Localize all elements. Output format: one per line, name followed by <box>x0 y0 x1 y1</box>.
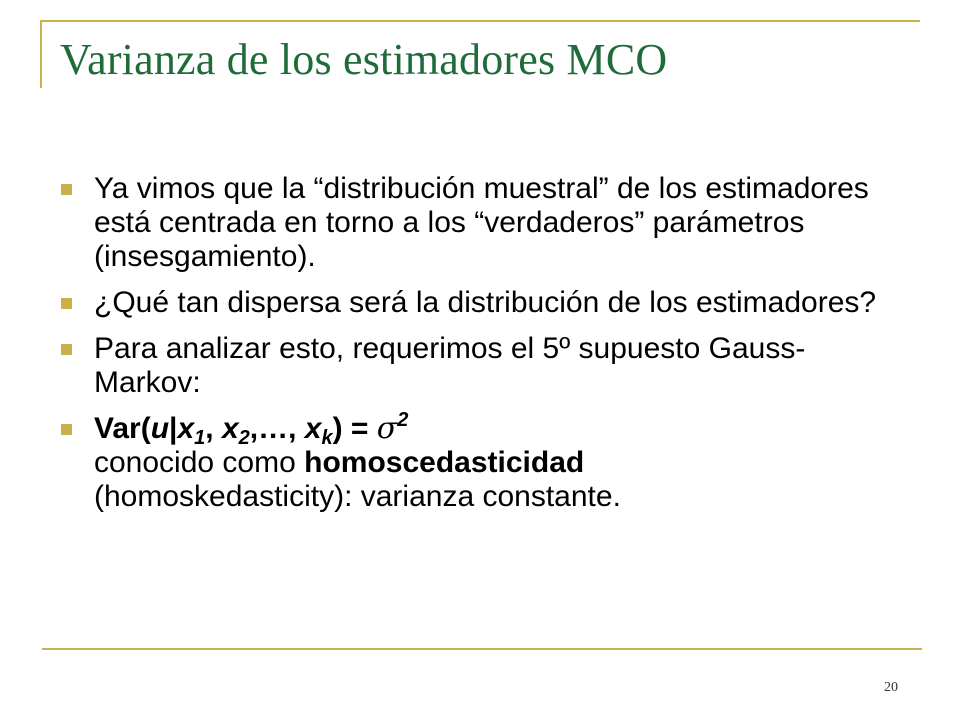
bottom-rule <box>42 648 922 650</box>
bullet-text: Para analizar esto, requerimos el 5º supuesto Gauss-Markov: <box>94 332 806 399</box>
formula-close-eq: ) = <box>332 412 377 445</box>
page-number: 20 <box>884 680 898 695</box>
formula-sub-1: 1 <box>194 427 206 449</box>
formula-bar: | <box>169 412 178 445</box>
formula-x2: x <box>221 412 239 445</box>
square-bullet-icon <box>61 184 72 195</box>
square-bullet-icon <box>61 298 72 309</box>
formula-xk: x <box>304 412 322 445</box>
formula-sep: , <box>205 412 222 445</box>
bullet-item-homoscedasticity <box>58 409 908 514</box>
variance-formula <box>94 409 409 449</box>
bullet-text: Ya vimos que la “distribución muestral” de los estimadores está centrada en torno a los “verdaderos” parámetros (insesgamiento). <box>94 172 869 273</box>
bullet-item <box>58 286 908 320</box>
formula-sigma: σ <box>376 411 398 446</box>
slide-title: Varianza de los estimadores MCO <box>60 35 668 84</box>
bullet-list <box>58 172 908 526</box>
formula-x1: x <box>177 412 195 445</box>
formula-dots: ,…, <box>249 412 305 445</box>
homoskedasticity-definition: (homoskedasticity): varianza constante. <box>94 480 621 513</box>
formula-sub-k: k <box>321 427 333 449</box>
bullet-text: ¿Qué tan dispersa será la distribución de los estimadores? <box>94 286 877 319</box>
formula-var: Var( <box>94 412 151 445</box>
homoscedasticity-term: homoscedasticidad <box>304 446 585 479</box>
formula-sub-2: 2 <box>238 427 250 449</box>
bullet-item <box>58 172 908 274</box>
left-rule <box>40 20 42 88</box>
square-bullet-icon <box>61 344 72 355</box>
known-as-text: conocido como <box>94 446 305 479</box>
formula-u: u <box>150 412 170 445</box>
formula-sup-2: 2 <box>397 409 409 431</box>
bullet-item <box>58 332 908 400</box>
top-rule <box>40 20 920 22</box>
square-bullet-icon <box>61 424 72 435</box>
